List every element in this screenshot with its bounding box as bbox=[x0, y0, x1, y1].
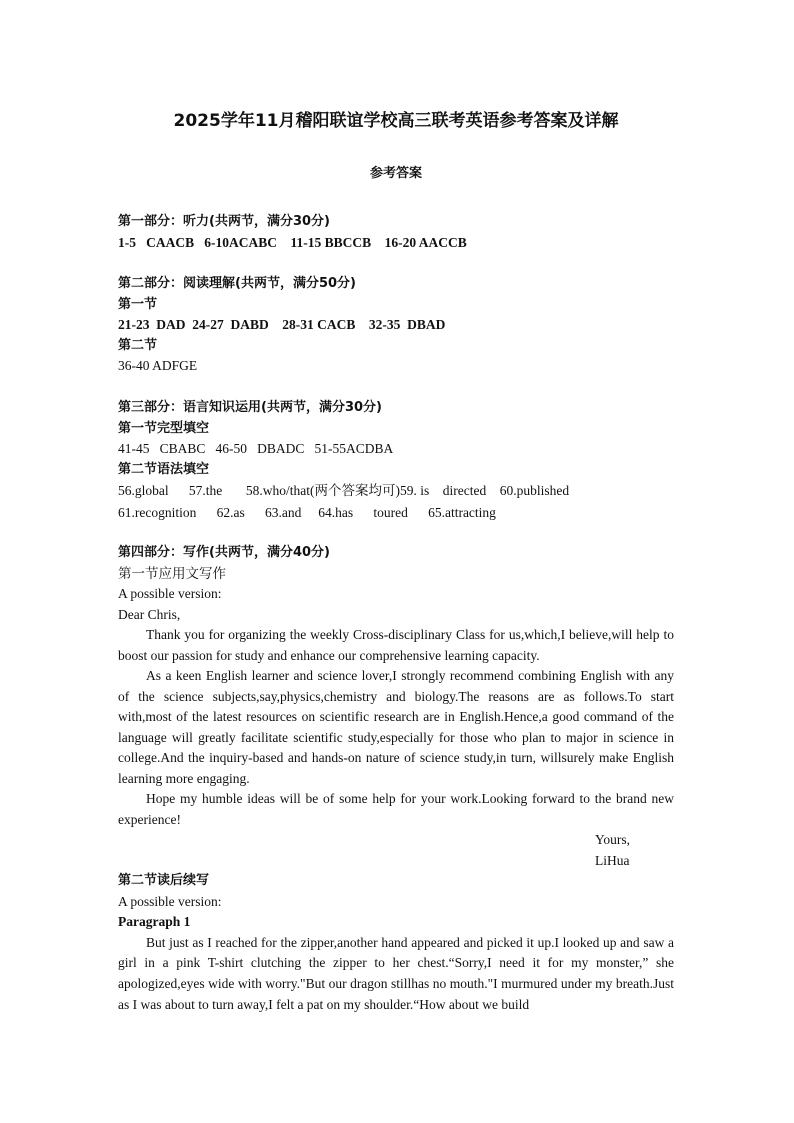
part3-heading: 第三部分：语言知识运用(共两节，满分30分) bbox=[118, 400, 382, 415]
part4-sec2-label: 第二节读后续写 bbox=[118, 873, 210, 888]
letter-paragraph-2: As a keen English learner and science lover,I strongly recommend combining English with any of the science subjects,say,physics,chemistry and biology.The reasons are as follows.To start with,most of the latest resources on scientific research are in English.Hence,a good command of the language will greatly facilitate scientific study,especially for those who plan to major in science in college.And the inquiry-based and hands-on nature of science study,in turn, willsurely make English learning more engaging. bbox=[118, 668, 674, 786]
part1-section bbox=[118, 212, 674, 253]
letter-salutation: Dear Chris, bbox=[118, 606, 181, 622]
part4-section bbox=[118, 543, 674, 1016]
part1-heading: 第一部分：听力(共两节，满分30分) bbox=[118, 214, 330, 229]
story-paragraph-1: But just as I reached for the zipper,another hand appeared and picked it up.I looked up and saw a girl in a pink T-shirt clutching the zipper to her chest.“Sorry,I need it for my monster,” she apologized,eyes wide with worry."But our dragon stillhas no mouth."I murmured under my breath.Just as I was about to turn away,I felt a pat on my shoulder.“How about we build bbox=[118, 934, 674, 1012]
grammar-answers-line2: 61.recognition 62.as 63.and 64.has toured 65.attracting bbox=[118, 505, 496, 520]
letter-closing: Yours, bbox=[595, 832, 631, 847]
part2-sec1-answers: 21-23 DAD 24-27 DABD 28-31 CACB 32-35 DBAD bbox=[118, 317, 446, 332]
part2-sec1-label: 第一节 bbox=[118, 296, 158, 312]
letter-paragraph-1: Thank you for organizing the weekly Cross-disciplinary Class for us,which,I believe,will help to boost our passion for study and enhance our comprehensive learning capacity. bbox=[118, 627, 674, 663]
part2-sec2-answers: 36-40 ADFGE bbox=[118, 358, 198, 373]
part2-section bbox=[118, 274, 674, 377]
part3-section bbox=[118, 398, 674, 524]
document-title: 2025学年11月稽阳联谊学校高三联考英语参考答案及详解 bbox=[173, 111, 619, 131]
part2-sec2-label: 第二节 bbox=[118, 337, 158, 353]
part4-heading: 第四部分：写作(共两节，满分40分) bbox=[118, 545, 330, 560]
paragraph-1-label: Paragraph 1 bbox=[118, 914, 191, 929]
part4-sec1-intro: A possible version: bbox=[118, 586, 222, 601]
document-subtitle: 参考答案 bbox=[369, 166, 422, 181]
part4-sec2-intro: A possible version: bbox=[118, 893, 222, 909]
part3-sec1-label: 第一节完型填空 bbox=[118, 420, 210, 436]
letter-paragraph-3: Hope my humble ideas will be of some help for your work.Looking forward to the brand new experience! bbox=[118, 791, 674, 827]
grammar-answers-line1: 56.global 57.the 58.who/that(两个答案均可)59. is directed 60.published bbox=[118, 483, 570, 498]
letter-signature: LiHua bbox=[595, 852, 630, 868]
part2-heading: 第二部分：阅读理解(共两节，满分50分) bbox=[118, 276, 356, 291]
part4-sec1-label: 第一节应用文写作 bbox=[118, 565, 226, 581]
part3-sec2-label: 第二节语法填空 bbox=[118, 461, 210, 477]
part3-sec1-answers: 41-45 CBABC 46-50 DBADC 51-55ACDBA bbox=[118, 441, 394, 456]
part1-answers: 1-5 CAACB 6-10ACABC 11-15 BBCCB 16-20 AACCB bbox=[118, 234, 467, 250]
